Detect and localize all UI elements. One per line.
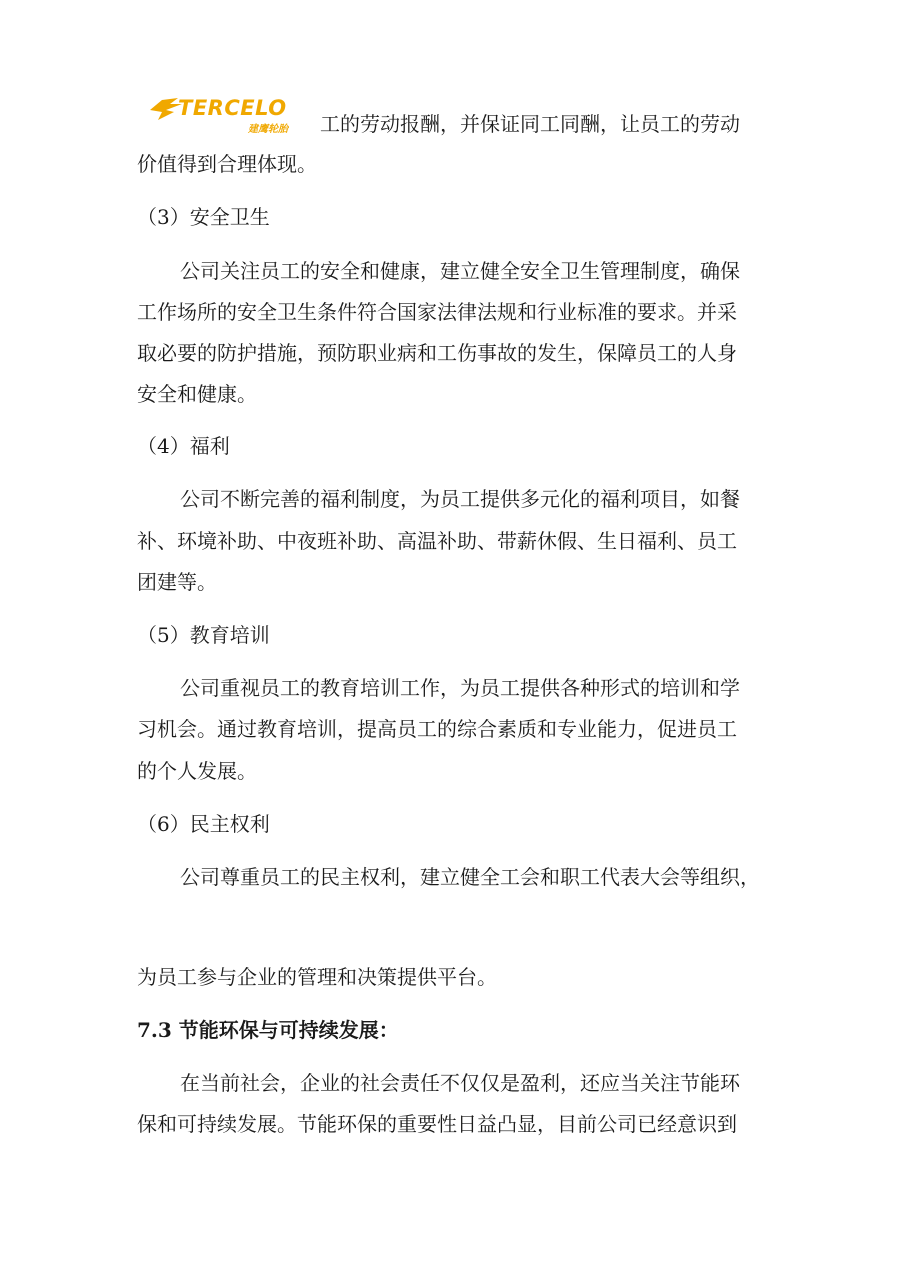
company-logo [148, 96, 296, 136]
logo-brand-text: TERCELO [178, 96, 287, 120]
paragraph-line: 的个人发展。 [137, 759, 257, 783]
section-label: （3）安全卫生 [137, 205, 270, 229]
section-heading: 7.3 节能环保与可持续发展： [137, 1018, 399, 1042]
paragraph-line: 团建等。 [137, 570, 217, 594]
section-label: （5）教育培训 [137, 623, 270, 647]
section-label: （4）福利 [137, 434, 230, 458]
paragraph-line: 公司重视员工的教育培训工作，为员工提供各种形式的培训和学 [180, 676, 740, 700]
paragraph-line: 补、环境补助、中夜班补助、高温补助、带薪休假、生日福利、员工 [137, 529, 737, 553]
paragraph-line: 价值得到合理体现。 [137, 152, 317, 176]
paragraph-line: 公司尊重员工的民主权利，建立健全工会和职工代表大会等组织， [180, 865, 760, 889]
logo-sub-text: 建鹰轮胎 [248, 124, 288, 135]
paragraph-line: 公司不断完善的福利制度，为员工提供多元化的福利项目，如餐 [180, 487, 740, 511]
section-label: （6）民主权利 [137, 812, 270, 836]
paragraph-line: 工作场所的安全卫生条件符合国家法律法规和行业标准的要求。并采 [137, 300, 737, 324]
paragraph-line: 保和可持续发展。节能环保的重要性日益凸显，目前公司已经意识到 [137, 1112, 737, 1136]
paragraph-line: 安全和健康。 [137, 382, 257, 406]
paragraph-line: 工的劳动报酬，并保证同工同酬，让员工的劳动 [320, 112, 740, 136]
paragraph-line: 习机会。通过教育培训，提高员工的综合素质和专业能力，促进员工 [137, 717, 737, 741]
paragraph-line: 公司关注员工的安全和健康，建立健全安全卫生管理制度，确保 [180, 259, 740, 283]
paragraph-line: 为员工参与企业的管理和决策提供平台。 [137, 965, 497, 989]
paragraph-line: 取必要的防护措施，预防职业病和工伤事故的发生，保障员工的人身 [137, 341, 737, 365]
paragraph-line: 在当前社会，企业的社会责任不仅仅是盈利，还应当关注节能环 [180, 1071, 740, 1095]
